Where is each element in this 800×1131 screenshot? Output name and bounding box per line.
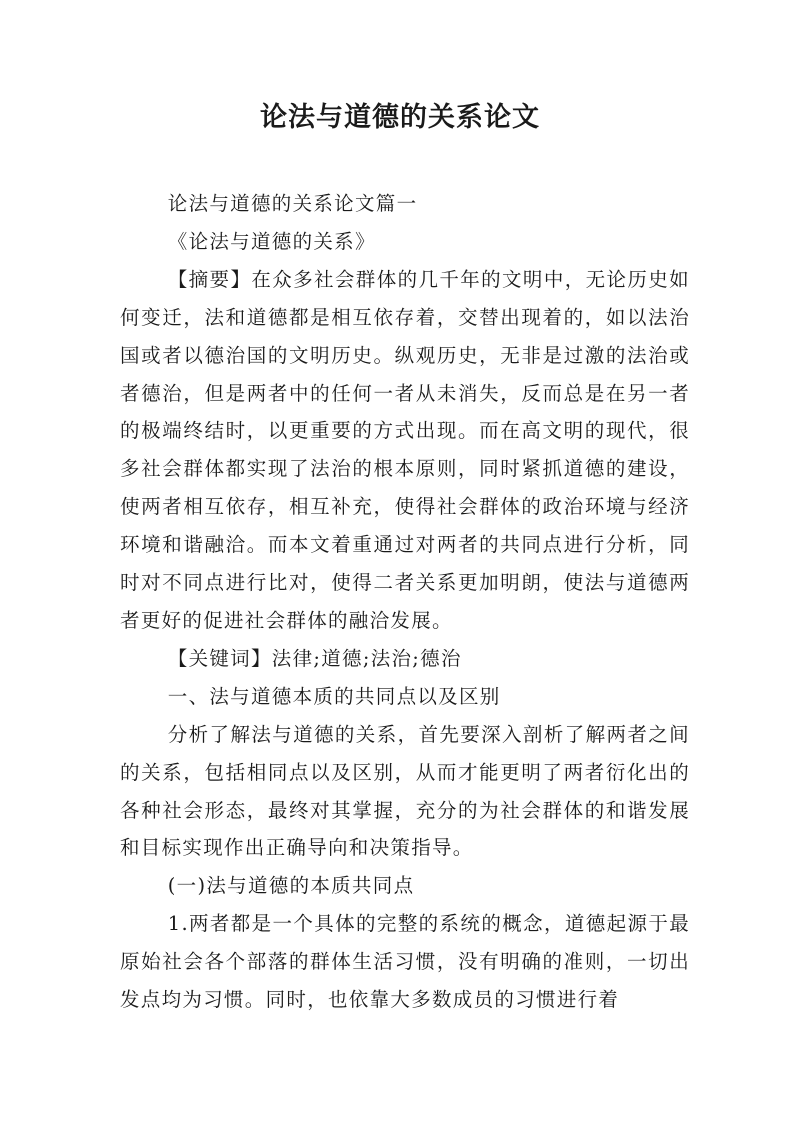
- document-title: 论法与道德的关系论文: [260, 102, 540, 133]
- document-body: [120, 185, 690, 1019]
- section-heading-1: 一、法与道德本质的共同点以及区别: [167, 684, 501, 708]
- abstract-paragraph: 【摘要】在众多社会群体的几千年的文明中，无论历史如何变迁，法和道德都是相互依存着，交替出现着的，如以法治国或者以德治国的文明历史。纵观历史，无非是过激的法治或者德治，但是两者中的任何一者从未消失，反而总是在另一者的极端终结时，以更重要的方式出现。而在高文明的现代，很多社会群体都实现了法治的根本原则，同时紧抓道德的建设，使两者相互依存，相互补充，使得社会群体的政治环境与经济环境和谐融洽。而本文着重通过对两者的共同点进行分析，同时对不同点进行比对，使得二者关系更加明朗，使法与道德两者更好的促进社会群体的融洽发展。: [120, 267, 690, 632]
- subsection-heading: (一)法与道德的本质共同点: [167, 874, 415, 898]
- body-paragraph-numbered: 1.两者都是一个具体的完整的系统的概念，道德起源于最原始社会各个部落的群体生活习惯，没有明确的准则，一切出发点均为习惯。同时，也依靠大多数成员的习惯进行着: [120, 912, 690, 1012]
- body-paragraph: 分析了解法与道德的关系，首先要深入剖析了解两者之间的关系，包括相同点以及区别，从而才能更明了两者衍化出的各种社会形态，最终对其掌握，充分的为社会群体的和谐发展和目标实现作出正确导向和决策指导。: [120, 722, 690, 860]
- article-title: 《论法与道德的关系》: [167, 229, 376, 253]
- section-heading: 论法与道德的关系论文篇一: [167, 192, 418, 215]
- keywords-paragraph: 【关键词】法律;道德;法治;德治: [167, 646, 462, 670]
